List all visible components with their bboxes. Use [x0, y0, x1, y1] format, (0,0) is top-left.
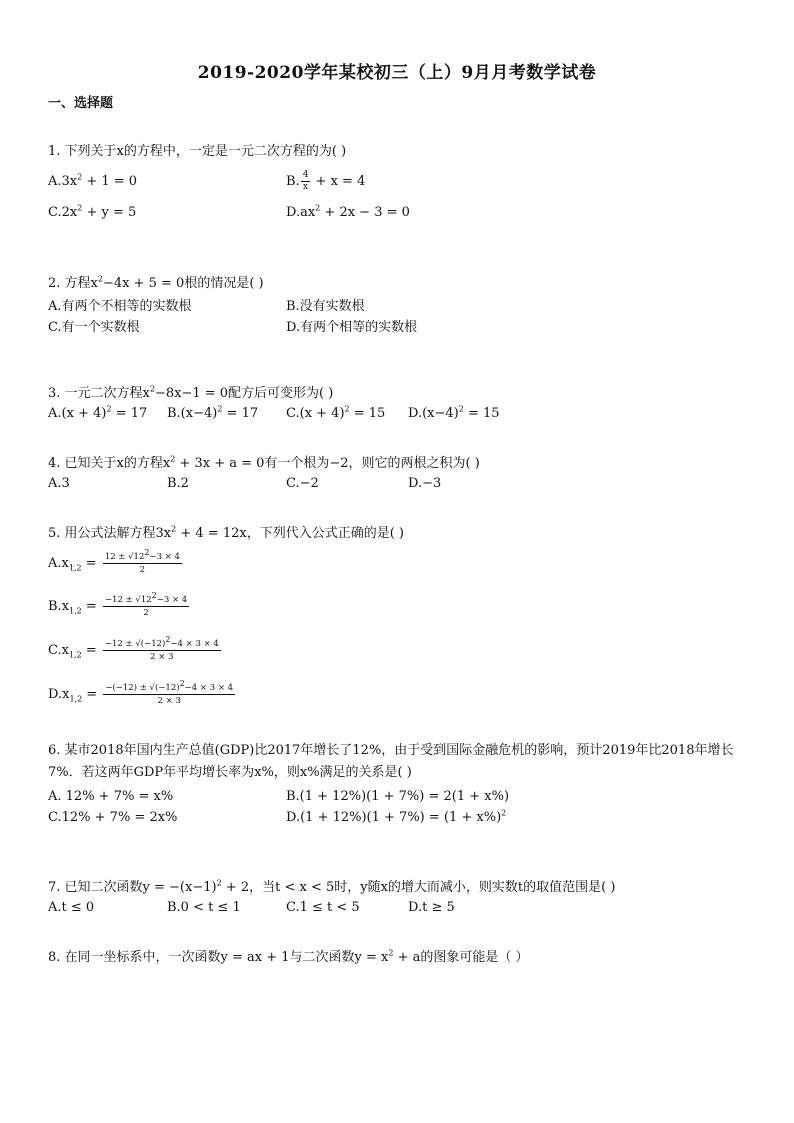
q2-option-b: B.没有实数根 — [286, 299, 365, 314]
question-1-stem: 1. 下列关于x的方程中，一定是一元二次方程的为( ) — [48, 144, 347, 159]
q4-option-b: B.2 — [167, 476, 189, 491]
fraction: $\frac{4}{x}$ — [302, 170, 309, 192]
q2-option-a: A.有两个不相等的实数根 — [48, 299, 192, 314]
q5-option-b: $B.x_{1,2}$ = $\frac{-12 \pm √12^2-3 \times 4}{2}$ — [48, 591, 188, 618]
q6-option-c: C.12% + 7% = 2x% — [48, 810, 178, 825]
q3-option-a: $A.(x + 4)^2 = 17$ — [48, 404, 148, 421]
q6-option-d: $D.(1 + 12\%)(1 + 7\%) = (1 + x\%)^2$ — [286, 808, 507, 825]
q7-option-a: A.t ≤ 0 — [48, 900, 95, 915]
question-8-stem: 8. 在同一坐标系中，一次函数y = ax + 1与二次函数$y = x^2 + a$的图象可能是（ ） — [48, 948, 529, 965]
q1-option-c: $C.2x^2 + y = 5$ — [48, 203, 137, 220]
q5-option-d: $D.x_{1,2}$ = $\frac{-(-12) \pm √(-12)^2-4 \times 3 \times 4}{2 \times 3}$ — [48, 679, 234, 706]
q4-option-c: C.−2 — [286, 476, 319, 491]
q6-option-a: A. 12% + 7% = x% — [48, 789, 174, 804]
q2-option-c: C.有一个实数根 — [48, 320, 140, 335]
question-6-stem: 6. 某市2018年国内生产总值(GDP)比2017年增长了12%，由于受到国际金融危机的影响，预计2019年比2018年增长7%．若这两年GDP年平均增长率为x%，则x%满足的关系是( ) — [48, 743, 734, 780]
q1-option-a: $A.3x^2 + 1 = 0$ — [48, 172, 138, 189]
q6-option-b: B.(1 + 12%)(1 + 7%) = 2(1 + x%) — [286, 789, 510, 804]
q7-option-d: D.t ≥ 5 — [408, 900, 455, 915]
q4-option-a: A.3 — [48, 476, 70, 491]
q7-option-c: C.1 ≤ t < 5 — [286, 900, 360, 915]
question-7-stem: 7. 已知二次函数$y = -(x-1)^2 + 2$，当t < x < 5时，y随x的增大而减小，则实数t的取值范围是( ) — [48, 878, 616, 895]
q5-option-a: $A.x_{1,2}$ = $\frac{12 \pm √12^2-3 \times 4}{2}$ — [48, 548, 180, 575]
question-3-stem: 3. 一元二次方程$x^2-8x-1 = 0$配方后可变形为( ) — [48, 384, 334, 401]
fraction: $\frac{-(-12) \pm √(-12)^2-4 \times 3 \times 4}{2 \times 3}$ — [105, 679, 234, 706]
q3-option-b: $B.(x-4)^2 = 17$ — [167, 404, 259, 421]
q7-option-b: B.0 < t ≤ 1 — [167, 900, 241, 915]
question-2-stem: 2. 方程$x^2-4x + 5 = 0$根的情况是( ) — [48, 274, 264, 291]
fraction: $\frac{-12 \pm √12^2-3 \times 4}{2}$ — [104, 591, 188, 618]
section-heading: 一、选择题 — [48, 96, 114, 111]
q2-option-d: D.有两个相等的实数根 — [286, 320, 418, 335]
question-5-stem: 5. 用公式法解方程$3x^2 + 4 = 12x$，下列代入公式正确的是( ) — [48, 524, 404, 541]
q5-option-c: $C.x_{1,2}$ = $\frac{-12 \pm √(-12)^2-4 \times 3 \times 4}{2 \times 3}$ — [48, 635, 219, 662]
q1-option-b: B. $\frac{4}{x}$ + x = 4 — [286, 170, 366, 192]
q3-option-d: $D.(x-4)^2 = 15$ — [408, 404, 500, 421]
q3-option-c: $C.(x + 4)^2 = 15$ — [286, 404, 386, 421]
page-title: 2019-2020学年某校初三（上）9月月考数学试卷 — [197, 63, 597, 83]
q1-option-d: $D.ax^2 + 2x - 3 = 0$ — [286, 203, 410, 220]
q4-option-d: D.−3 — [408, 476, 442, 491]
question-4-stem: 4. 已知关于x的方程$x^2 + 3x + a = 0$有一个根为−2，则它的两根之积为( ) — [48, 454, 480, 471]
fraction: $\frac{-12 \pm √(-12)^2-4 \times 3 \times 4}{2 \times 3}$ — [104, 635, 219, 662]
fraction: $\frac{12 \pm √12^2-3 \times 4}{2}$ — [104, 548, 180, 575]
